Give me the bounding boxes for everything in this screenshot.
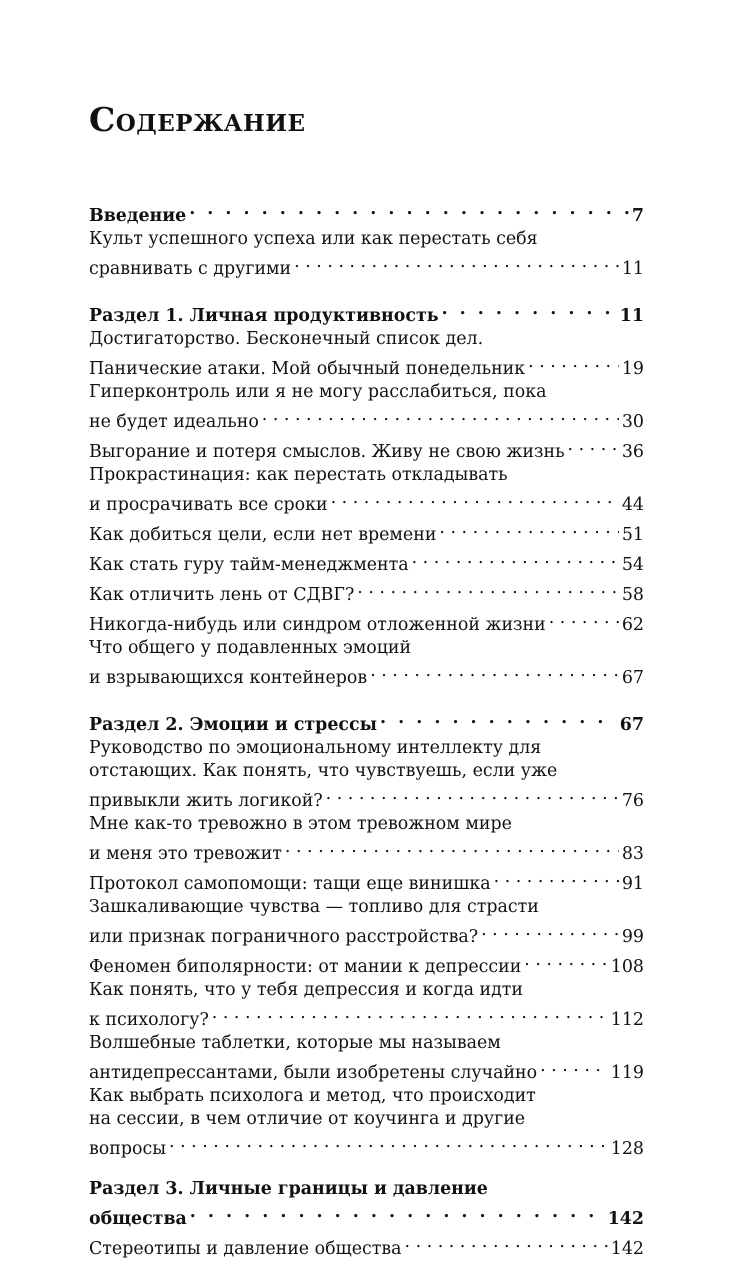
dot-leader [380,707,617,730]
entry-last-line [89,919,644,949]
entry-title-line: Выгорание и потеря смыслов. Живу не свою жизнь [89,442,565,462]
dot-leader [370,660,619,683]
entry-last-line [89,1055,644,1085]
toc-entry [89,517,644,547]
page-number: 83 [621,844,644,864]
page-number: 11 [621,259,644,279]
toc-entry [89,637,644,690]
page-number: 91 [621,874,644,894]
entry-last-line [89,949,644,979]
entry-title-line: Что общего у подавленных эмоций [89,638,412,658]
entry-last-line [89,517,644,547]
entry-title-line: и взрывающихся контейнеров [89,668,368,688]
entry-title-line: и просрачивать все сроки [89,495,328,515]
entry-title-line: Раздел 1. Личная продуктивность [89,306,439,326]
section-heading [89,707,644,737]
table-of-contents [89,198,644,1278]
toc-entry [89,949,644,979]
entry-title-line: Раздел 3. Личные границы и давление [89,1179,488,1199]
toc-entry [89,328,644,381]
page-number: 54 [621,555,644,575]
toc-entry [89,896,644,949]
toc-entry [89,228,644,281]
entry-last-line [89,1002,644,1032]
dot-leader [294,251,619,274]
page-number: 19 [621,359,644,379]
entry-last-line [89,707,644,737]
toc-entry [89,381,644,434]
dot-leader [494,866,619,889]
toc-section [89,298,644,690]
entry-last-line [89,198,644,228]
section-heading [89,1178,644,1231]
dot-leader [285,836,619,859]
dot-leader [326,783,619,806]
entry-title-line: Раздел 2. Эмоции и стрессы [89,715,378,735]
entry-title-line: Стереотипы и давление общества [89,1239,402,1259]
section-heading [89,298,644,328]
entry-last-line [89,866,644,896]
dot-leader [549,607,619,630]
dot-leader [412,547,619,570]
toc-entry [89,434,644,464]
entry-last-line [89,607,644,637]
dot-leader [190,1201,605,1224]
entry-last-line [89,577,644,607]
entry-title-line: Введение [89,206,187,226]
entry-title-line: Протокол самопомощи: тащи еще винишка [89,874,491,894]
page-number: 51 [621,525,644,545]
page-number: 108 [610,957,644,977]
entry-title-line: вопросы [89,1139,167,1159]
entry-title-line: привыкли жить логикой? [89,791,323,811]
page-number: 36 [621,442,644,462]
toc-entry [89,577,644,607]
entry-title-line: Гиперконтроль или я не могу расслабиться, пока [89,382,547,402]
entry-title-line: Прокрастинация: как перестать откладывать [89,465,508,485]
toc-entry [89,1085,644,1161]
entry-title-line: на сессии, в чем отличие от коучинга и другие [89,1109,526,1129]
entry-last-line [89,1231,644,1261]
entry-title-line: сравнивать с другими [89,259,292,279]
entry-last-line [89,547,644,577]
entry-last-line [89,298,644,328]
toc-entry [89,1032,644,1085]
entry-title-line: к психологу? [89,1010,209,1030]
page-number: 142 [607,1209,644,1229]
entry-last-line [89,836,644,866]
page-number: 99 [621,927,644,947]
toc-section [89,1178,644,1261]
toc-entry [89,1231,644,1261]
entry-title-line: Как отличить лень от СДВГ? [89,585,355,605]
entry-last-line [89,1201,644,1231]
toc-entry [89,737,644,813]
page-number: 67 [619,715,644,735]
page-number: 119 [610,1063,644,1083]
toc-entry [89,464,644,517]
dot-leader [528,351,619,374]
entry-title-line: Культ успешного успеха или как перестать себя [89,229,538,249]
page-number: 30 [621,412,644,432]
entry-title-line: Волшебные таблетки, которые мы называем [89,1033,501,1053]
toc-entry [89,813,644,866]
entry-last-line [89,660,644,690]
entry-title-line: Панические атаки. Мой обычный понедельник [89,359,526,379]
entry-title-line: и меня это тревожит [89,844,282,864]
entry-last-line [89,434,644,464]
page-number: 142 [610,1239,644,1259]
entry-title-line: Руководство по эмоциональному интеллекту для [89,738,542,758]
entry-title-line: или признак пограничного расстройства? [89,927,479,947]
entry-title-line: Достигаторство. Бесконечный список дел. [89,329,484,349]
page-title: Содержание [89,100,306,139]
dot-leader [212,1002,608,1025]
toc-entry [89,547,644,577]
dot-leader [357,577,619,600]
page-number: 7 [631,206,644,226]
page-number: 76 [621,791,644,811]
entry-last-line [89,251,644,281]
page-number: 128 [610,1139,644,1159]
entry-last-line [89,783,644,813]
page-number: 58 [621,585,644,605]
toc-section [89,707,644,1161]
dot-leader [262,404,619,427]
toc-entry [89,607,644,637]
toc-section [89,198,644,281]
page-number: 112 [610,1010,644,1030]
entry-title-line: не будет идеально [89,412,259,432]
page-number: 62 [621,615,644,635]
dot-leader [442,298,617,321]
dot-leader [540,1055,608,1078]
page-number: 11 [619,306,644,326]
page-number: 67 [621,668,644,688]
dot-leader [524,949,608,972]
dot-leader [405,1231,608,1254]
entry-title-line: Как понять, что у тебя депрессия и когда идти [89,980,524,1000]
dot-leader [331,487,619,510]
entry-title-line: Феномен биполярности: от мании к депрессии [89,957,522,977]
entry-title-line: Как стать гуру тайм-менеджмента [89,555,409,575]
section-heading [89,198,644,228]
toc-entry [89,866,644,896]
page-number: 44 [621,495,644,515]
entry-title-line: Как выбрать психолога и метод, что происходит [89,1086,536,1106]
entry-title-line: отстающих. Как понять, что чувствуешь, если уже [89,761,558,781]
dot-leader [481,919,619,942]
dot-leader [169,1131,608,1154]
dot-leader [568,434,619,457]
entry-title-line: Мне как-то тревожно в этом тревожном мире [89,814,512,834]
entry-title-line: общества [89,1209,187,1229]
entry-last-line [89,351,644,381]
entry-title-line: антидепрессантами, были изобретены случайно [89,1063,538,1083]
entry-last-line [89,1131,644,1161]
entry-last-line [89,487,644,517]
entry-title-line: Как добиться цели, если нет времени [89,525,437,545]
toc-entry [89,979,644,1032]
entry-title-line: Зашкаливающие чувства — топливо для страсти [89,897,539,917]
dot-leader [189,198,629,221]
entry-title-line: Никогда-нибудь или синдром отложенной жизни [89,615,546,635]
dot-leader [439,517,618,540]
entry-last-line [89,404,644,434]
